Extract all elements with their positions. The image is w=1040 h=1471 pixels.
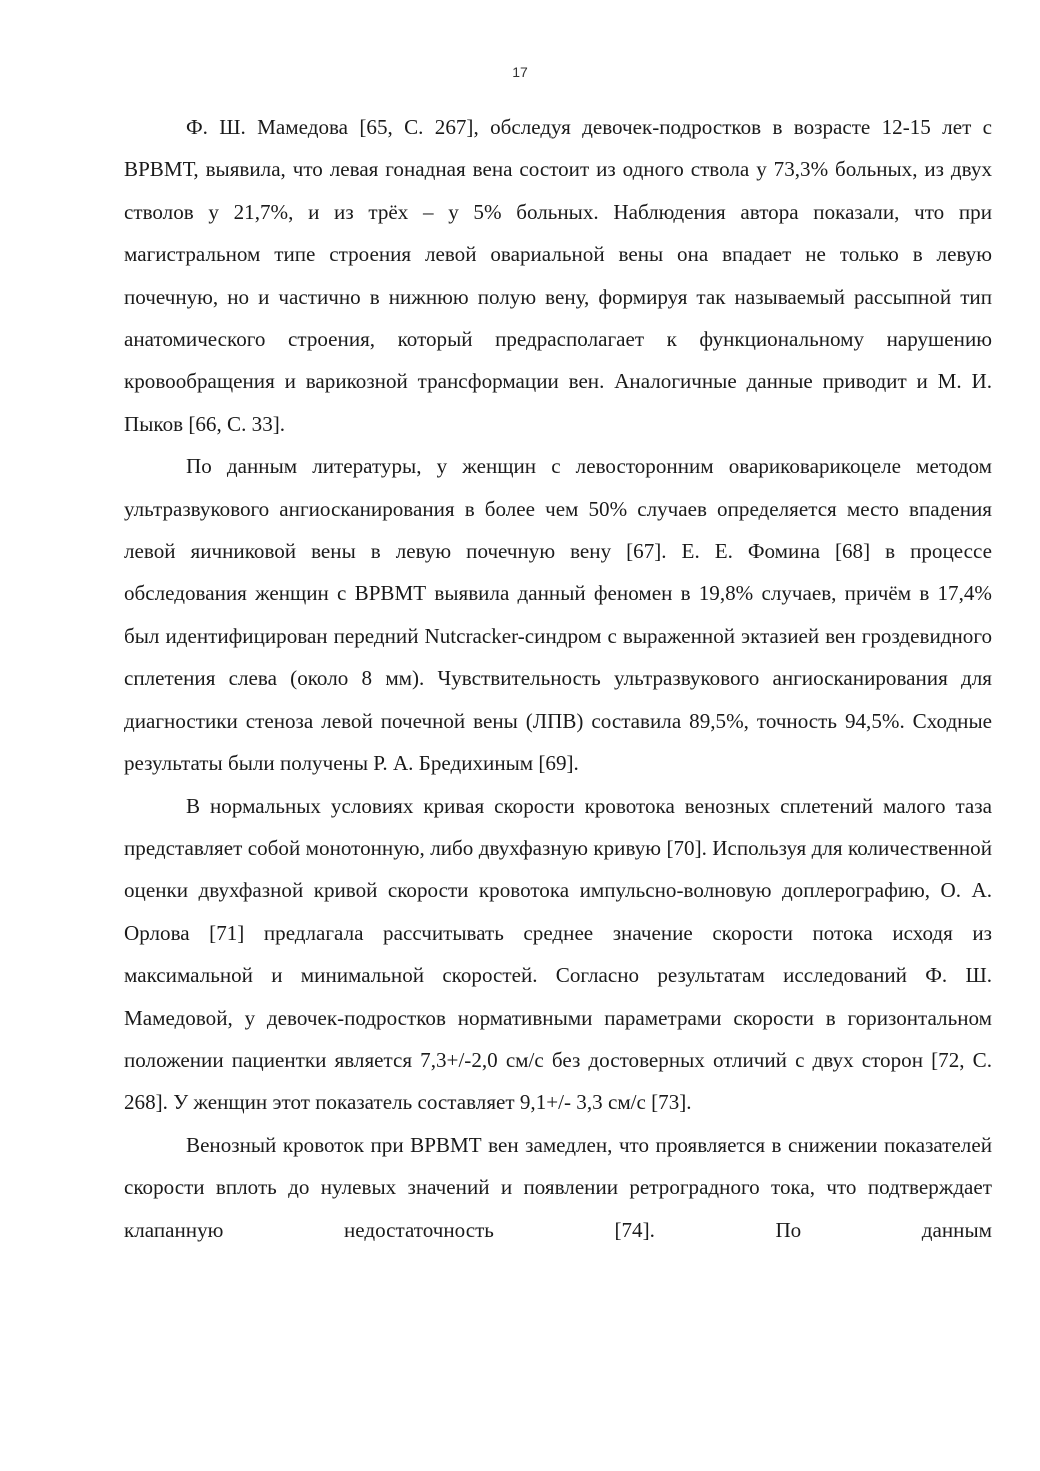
document-body <box>124 106 992 1251</box>
paragraph: Ф. Ш. Мамедова [65, С. 267], обследуя девочек-подростков в возрасте 12-15 лет с ВРВМТ, выявила, что левая гонадная вена состоит из одного ствола у 73,3% больных, из двух стволов у 21,7%, и из трёх – у 5% больных. Наблюдения автора показали, что при магистральном типе строения левой овариальной вены она впадает не только в левую почечную, но и частично в нижнюю полую вену, формируя так называемый рассыпной тип анатомического строения, который предрасполагает к функциональному нарушению кровообращения и варикозной трансформации вен. Аналогичные данные приводит и М. И. Пыков [66, С. 33]. <box>124 115 992 436</box>
page-number: 17 <box>512 64 528 80</box>
paragraph: В нормальных условиях кривая скорости кровотока венозных сплетений малого таза представляет собой монотонную, либо двухфазную кривую [70]. Используя для количественной оценки двухфазной кривой скорости кровотока импульсно-волновую доплерографию, О. А. Орлова [71] предлагала рассчитывать среднее значение скорости потока исходя из максимальной и минимальной скоростей. Согласно результатам исследований Ф. Ш. Мамедовой, у девочек-подростков нормативными параметрами скорости в горизонтальном положении пациентки является 7,3+/-2,0 см/с без достоверных отличий с двух сторон [72, С. 268]. У женщин этот показатель составляет 9,1+/- 3,3 см/с [73]. <box>124 793 992 1115</box>
paragraph: Венозный кровоток при ВРВМТ вен замедлен, что проявляется в снижении показателей скорости вплоть до нулевых значений и появлении ретроградного тока, что подтверждает клапанную недостаточность [74]. По данным <box>124 1132 992 1242</box>
paragraph: По данным литературы, у женщин с левосторонним овариковарикоцеле методом ультразвукового ангиосканирования в более чем 50% случаев определяется место впадения левой яичниковой вены в левую почечную вену [67]. Е. Е. Фомина [68] в процессе обследования женщин с ВРВМТ выявила данный феномен в 19,8% случаев, причём в 17,4% был идентифицирован передний Nutcracker-синдром с выраженной эктазией вен гроздевидного сплетения слева (около 8 мм). Чувствительность ультразвукового ангиосканирования для диагностики стеноза левой почечной вены (ЛПВ) составила 89,5%, точность 94,5%. Сходные результаты были получены Р. А. Бредихиным [69]. <box>124 454 992 776</box>
